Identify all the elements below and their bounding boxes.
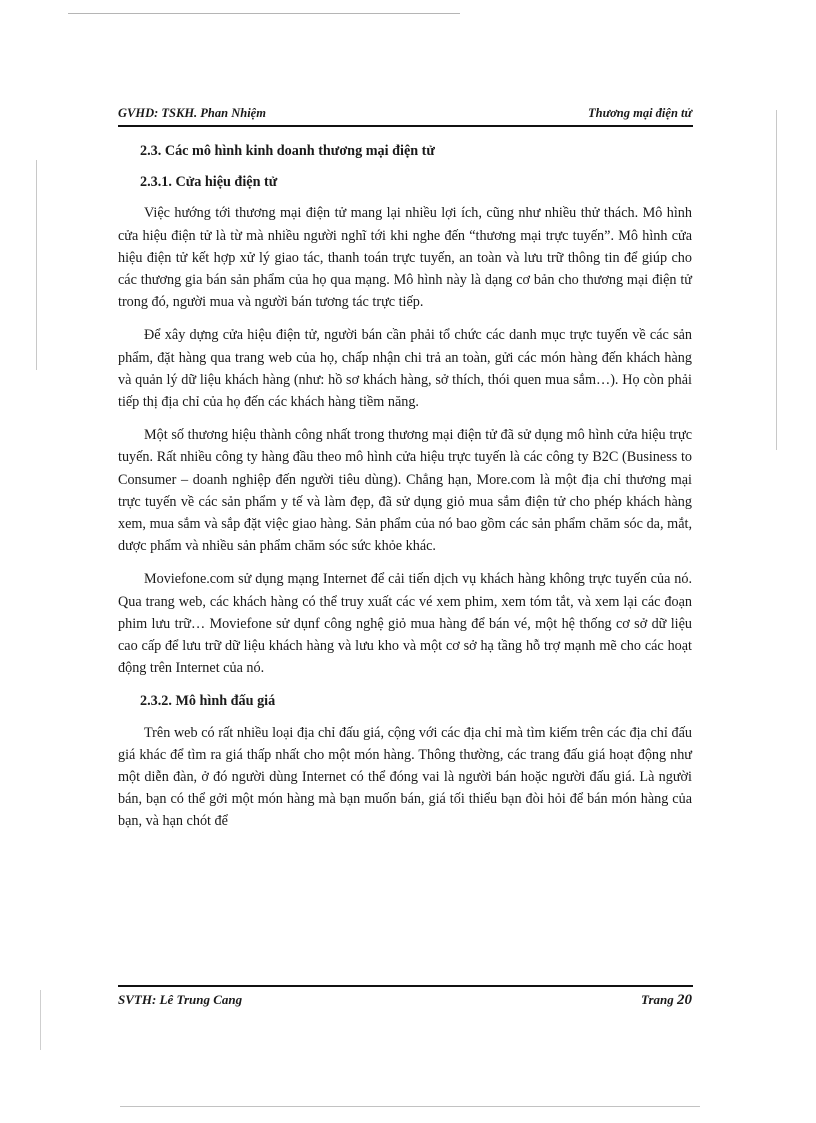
paragraph: Việc hướng tới thương mại điện tử mang lại nhiều lợi ích, cũng như nhiều thử thách. Mô hình cửa hiệu điện tử là từ mà nhiều người nghĩ tới khi nghe đến “thương mại trực tuyến”. Mô hình cửa hiệu điện tử kết hợp xử lý giao tác, thanh toán trực tuyến, an toàn và lưu trữ thông tin để giúp cho các thương gia bán sản phẩm của họ qua mạng. Mô hình này là dạng cơ bản cho thương mại điện tử trong đó, người mua và người bán tương tác trực tiếp. [118, 205, 692, 311]
page-number-block [641, 992, 692, 1009]
scan-artifact-right-margin [776, 110, 777, 450]
scan-artifact-left-margin [36, 160, 37, 370]
paragraph: Moviefone.com sử dụng mạng Internet để cải tiến dịch vụ khách hàng không trực tuyến của nó. Qua trang web, các khách hàng có thể truy xuất các vé xem phim, xem tóm tắt, và xem lại các đoạn phim lưu trữ… Moviefone sử dụnf công nghệ giỏ mua hàng để bán vé, một hệ thống cơ sở dữ liệu cao cấp để lưu trữ dữ liệu khách hàng và lưu kho và một cơ sở hạ tầng hỗ trợ mạnh mẽ cho các hoạt động trên Internet của nó. [118, 571, 692, 677]
subsection-heading-1: 2.3.1. Cửa hiệu điện tử [140, 174, 278, 191]
scan-artifact-bottom [120, 1106, 700, 1107]
footer-student: SVTH: Lê Trung Cang [118, 992, 243, 1007]
header-topic: Thương mại điện tử [588, 106, 692, 120]
scan-artifact-top [68, 13, 460, 14]
subsection-heading-2: 2.3.2. Mô hình đấu giá [140, 693, 276, 710]
scan-artifact-left-lower [40, 990, 41, 1050]
header-rule [118, 125, 693, 127]
page-label: Trang [641, 992, 674, 1007]
paragraph: Trên web có rất nhiều loại địa chỉ đấu giá, cộng với các địa chỉ mà tìm kiếm trên các địa chỉ đấu giá khác để tìm ra giá thấp nhất cho một món hàng. Thông thường, các trang đấu giá hoạt động như một diễn đàn, ở đó người dùng Internet có thể đóng vai là người bán hoặc người đấu giá. Là người bán, bạn có thể gởi một món hàng mà bạn muốn bán, giá tối thiểu bạn đòi hỏi để bán món hàng của bạn, và hạn chót để [118, 724, 692, 830]
section-heading: 2.3. Các mô hình kinh doanh thương mại điện tử [140, 143, 435, 159]
page-body [118, 140, 692, 844]
footer-rule [118, 985, 693, 987]
header-instructor: GVHD: TSKH. Phan Nhiệm [118, 106, 266, 120]
page-footer [118, 992, 692, 1014]
paragraph: Để xây dựng cửa hiệu điện tử, người bán cần phải tổ chức các danh mục trực tuyến về các sản phẩm, đặt hàng qua trang web của họ, chấp nhận chi trả an toàn, gửi các món hàng đến khách hàng và quản lý dữ liệu khách hàng (như: hồ sơ khách hàng, sở thích, thói quen mua sắm…). Họ còn phải tiếp thị địa chỉ của họ đến các khách hàng tiềm năng. [118, 327, 692, 411]
page-number: 20 [677, 992, 692, 1008]
paragraph: Một số thương hiệu thành công nhất trong thương mại điện tử đã sử dụng mô hình cửa hiệu trực tuyến. Rất nhiều công ty hàng đầu theo mô hình cửa hiệu trực tuyến là các công ty B2C (Business to Consumer – doanh nghiệp đến người tiêu dùng). Chẳng hạn, More.com là một địa chỉ thương mại trực tuyến về các sản phẩm y tế và làm đẹp, đã sử dụng giỏ mua sắm điện tử cho phép khách hàng xem, mua sắm và sắp đặt việc giao hàng. Sản phẩm của nó bao gồm các sản phẩm chăm sóc da, mắt, dược phẩm và nhiều sản phẩm chăm sóc sức khỏe khác. [118, 427, 692, 555]
